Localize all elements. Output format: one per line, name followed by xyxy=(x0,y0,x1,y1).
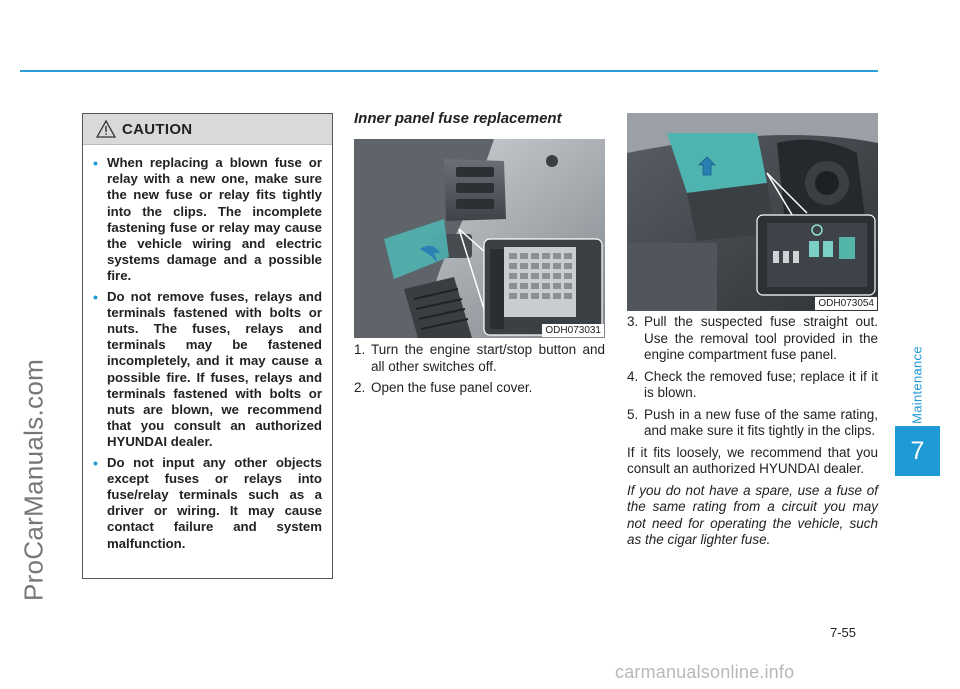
chapter-label-text: Maintenance xyxy=(909,346,925,424)
step-item: 4. Check the removed fuse; replace it if it is blown. xyxy=(627,368,878,400)
bottom-watermark: carmanualsonline.info xyxy=(615,662,795,682)
warning-triangle-icon xyxy=(96,120,116,138)
caution-list xyxy=(83,145,332,552)
step-item: 3. Pull the suspected fuse straight out. Use the removal tool provided in the engine compartment fuse panel. xyxy=(627,314,878,362)
caution-item: • Do not input any other objects except fuses or relays into fuse/relay terminals such as a driver or wiring. It may cause contact failure and system malfunction. xyxy=(93,454,322,551)
side-watermark-text: ProCarManuals.com xyxy=(18,358,49,602)
section-title: Inner panel fuse replacement xyxy=(354,110,562,127)
figure-caption: ODH073031 xyxy=(542,324,604,337)
caution-header xyxy=(83,114,332,145)
dashboard-illustration xyxy=(354,139,605,338)
caution-item: • Do not remove fuses, relays and terminals fastened with bolts or nuts. The fuses, relays and terminals may be fastened incompletely, and it may cause a possible fire. If fuses, relays and terminals fastened with bolts or nuts are blown, we recommend that you consult an authorized HYUNDAI dealer. xyxy=(93,288,322,450)
step-item: 2. Open the fuse panel cover. xyxy=(354,380,533,395)
top-rule xyxy=(20,70,878,72)
caution-title: CAUTION xyxy=(122,120,193,138)
bullet-icon: • xyxy=(93,155,98,171)
figure-caption: ODH073054 xyxy=(815,297,877,310)
caution-box xyxy=(82,113,333,579)
caution-item: • When replacing a blown fuse or relay with a new one, make sure the new fuse or relay fits tightly into the clips. The incomplete fastening fuse or relay may cause the vehicle wiring and electric systems damage and a possible fire. xyxy=(93,155,322,284)
page-number: 7-55 xyxy=(830,625,857,640)
spare-fuse-note: If you do not have a spare, use a fuse of the same rating from a circuit you may not need for operating the vehicle, such as the cigar lighter fuse. xyxy=(627,482,878,547)
step-item: 5. Push in a new fuse of the same rating, and make sure it fits tightly in the clips. xyxy=(627,406,878,438)
bullet-icon: • xyxy=(93,288,98,305)
chapter-tab xyxy=(895,426,940,476)
loose-fit-note: If it fits loosely, we recommend that you consult an authorized HYUNDAI dealer. xyxy=(627,444,878,476)
engine-compartment-illustration xyxy=(627,113,878,311)
steps-middle xyxy=(354,342,605,402)
steps-right xyxy=(627,314,878,554)
step-item: 1. Turn the engine start/stop button and all other switches off. xyxy=(354,342,605,374)
bullet-icon: • xyxy=(93,454,98,471)
figure-engine-fuse-panel xyxy=(627,113,878,311)
chapter-number: 7 xyxy=(910,436,925,465)
figure-inner-fuse-panel xyxy=(354,139,605,338)
